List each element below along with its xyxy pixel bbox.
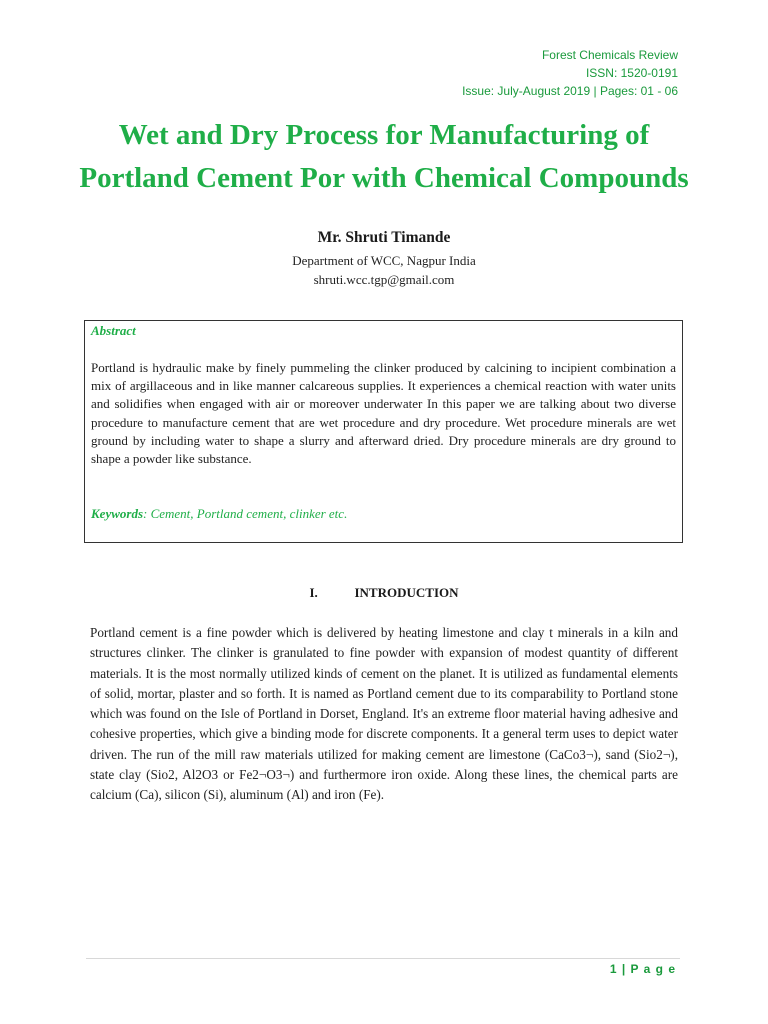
journal-issn: ISSN: 1520-0191	[585, 66, 678, 80]
page-number: 1 | P a g e	[609, 962, 676, 976]
footer-divider	[86, 958, 680, 959]
introduction-paragraph: Portland cement is a fine powder which is delivered by heating limestone and clay t minerals in a kiln and structures clinker. The clinker is granulated to fine powder with expansion of modest quantity of different materials. It is the most normally utilized kinds of cement on the planet. It is utilized as fundamental elements of solid, mortar, plaster and so forth. It is named as Portland cement due to its comparability to Portland stone which was found on the Isle of Portland in Dorset, England. It's an extreme floor material having adhesive and cohesive properties, which give a binding mode for discrete components. It a general term uses to depict water driven. The run of the mill raw materials utilized for making cement are limestone (CaCo3¬), sand (Sio2¬), state clay (Sio2, Al2O3 or Fe2¬O3¬) and furthermore iron oxide. Along these lines, the chemical parts are calcium (Ca), silicon (Si), aluminum (Al) and iron (Fe).	[90, 625, 678, 803]
section-number: I.	[309, 585, 318, 600]
abstract-text: Portland is hydraulic make by finely pummeling the clinker produced by calcining to incipient combination a mix of argillaceous and in like manner calcareous supplies. It experiences a chemical reaction with water units and solidifies when engaged with air or moreover underwater In this paper we are talking about two diverse procedure to manufacture cement that are wet procedure and dry procedure. Wet procedure minerals are wet ground by including water to shape a slurry and afterward dried. Dry procedure minerals are dry ground to shape a powder like substance.	[91, 360, 676, 467]
journal-issue: Issue: July-August 2019 | Pages: 01 - 06	[462, 84, 678, 98]
keywords-list: : Cement, Portland cement, clinker etc.	[143, 506, 348, 521]
section-title: INTRODUCTION	[354, 585, 459, 600]
abstract-box	[84, 320, 683, 543]
author-affiliation	[0, 251, 768, 289]
keywords-label: Keywords	[91, 506, 143, 521]
journal-header	[462, 46, 678, 100]
author-name: Mr. Shruti Timande	[317, 229, 451, 246]
journal-name: Forest Chemicals Review	[541, 48, 678, 62]
keywords	[91, 506, 347, 522]
abstract-heading: Abstract	[91, 323, 136, 338]
paper-title	[40, 114, 728, 200]
author-email: shruti.wcc.tgp@gmail.com	[313, 272, 455, 287]
author-department: Department of WCC, Nagpur India	[292, 253, 476, 268]
paper-title-line-2: Portland Cement Por with Chemical Compounds	[79, 162, 689, 194]
paper-title-line-1: Wet and Dry Process for Manufacturing of	[118, 119, 650, 151]
section-heading-introduction	[0, 585, 768, 601]
